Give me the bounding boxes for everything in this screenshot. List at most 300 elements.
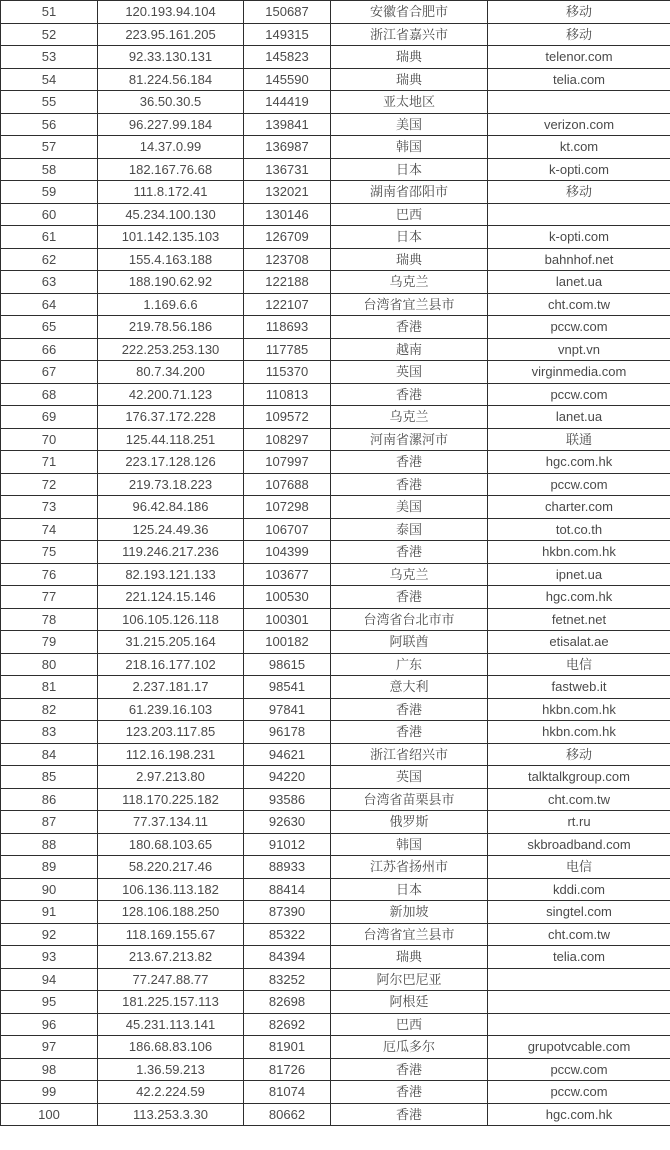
table-row — [1, 46, 670, 69]
cell-location: 厄瓜多尔 — [331, 1036, 488, 1059]
cell-location: 香港 — [331, 721, 488, 744]
cell-rank: 83 — [1, 721, 98, 744]
cell-count: 108297 — [244, 428, 331, 451]
table-row — [1, 901, 670, 924]
cell-rank: 84 — [1, 743, 98, 766]
cell-count: 100530 — [244, 586, 331, 609]
cell-ip: 81.224.56.184 — [98, 68, 244, 91]
cell-location: 意大利 — [331, 676, 488, 699]
table-row — [1, 23, 670, 46]
cell-isp: virginmedia.com — [488, 361, 670, 384]
cell-isp: hkbn.com.hk — [488, 541, 670, 564]
cell-count: 104399 — [244, 541, 331, 564]
cell-ip: 45.234.100.130 — [98, 203, 244, 226]
cell-rank: 89 — [1, 856, 98, 879]
cell-isp: etisalat.ae — [488, 631, 670, 654]
cell-rank: 96 — [1, 1013, 98, 1036]
cell-rank: 57 — [1, 136, 98, 159]
cell-count: 92630 — [244, 811, 331, 834]
cell-count: 109572 — [244, 406, 331, 429]
cell-location: 香港 — [331, 1081, 488, 1104]
cell-location: 英国 — [331, 361, 488, 384]
cell-ip: 213.67.213.82 — [98, 946, 244, 969]
cell-location: 浙江省绍兴市 — [331, 743, 488, 766]
cell-isp: kt.com — [488, 136, 670, 159]
cell-rank: 74 — [1, 518, 98, 541]
cell-isp: pccw.com — [488, 1081, 670, 1104]
table-row — [1, 608, 670, 631]
cell-isp: telenor.com — [488, 46, 670, 69]
cell-rank: 79 — [1, 631, 98, 654]
table-row — [1, 496, 670, 519]
cell-count: 100182 — [244, 631, 331, 654]
table-row — [1, 91, 670, 114]
cell-location: 江苏省扬州市 — [331, 856, 488, 879]
table-row — [1, 406, 670, 429]
table-row — [1, 271, 670, 294]
cell-location: 英国 — [331, 766, 488, 789]
cell-location: 阿尔巴尼亚 — [331, 968, 488, 991]
table-row — [1, 541, 670, 564]
cell-rank: 90 — [1, 878, 98, 901]
cell-isp: fastweb.it — [488, 676, 670, 699]
cell-location: 阿联酋 — [331, 631, 488, 654]
table-row — [1, 158, 670, 181]
table-row — [1, 248, 670, 271]
cell-rank: 69 — [1, 406, 98, 429]
cell-rank: 99 — [1, 1081, 98, 1104]
cell-location: 瑞典 — [331, 46, 488, 69]
cell-rank: 65 — [1, 316, 98, 339]
cell-location: 瑞典 — [331, 248, 488, 271]
cell-count: 81726 — [244, 1058, 331, 1081]
cell-isp: 移动 — [488, 743, 670, 766]
cell-ip: 113.253.3.30 — [98, 1103, 244, 1126]
cell-ip: 96.42.84.186 — [98, 496, 244, 519]
cell-isp: hgc.com.hk — [488, 586, 670, 609]
cell-rank: 100 — [1, 1103, 98, 1126]
cell-count: 107688 — [244, 473, 331, 496]
cell-rank: 62 — [1, 248, 98, 271]
cell-location: 巴西 — [331, 1013, 488, 1036]
cell-rank: 58 — [1, 158, 98, 181]
cell-ip: 112.16.198.231 — [98, 743, 244, 766]
cell-rank: 71 — [1, 451, 98, 474]
cell-location: 巴西 — [331, 203, 488, 226]
cell-ip: 2.97.213.80 — [98, 766, 244, 789]
cell-location: 亚太地区 — [331, 91, 488, 114]
cell-rank: 98 — [1, 1058, 98, 1081]
table-row — [1, 721, 670, 744]
cell-ip: 80.7.34.200 — [98, 361, 244, 384]
cell-count: 122107 — [244, 293, 331, 316]
table-row — [1, 833, 670, 856]
table-row — [1, 1081, 670, 1104]
cell-ip: 221.124.15.146 — [98, 586, 244, 609]
cell-rank: 54 — [1, 68, 98, 91]
cell-ip: 186.68.83.106 — [98, 1036, 244, 1059]
cell-location: 美国 — [331, 496, 488, 519]
cell-isp: cht.com.tw — [488, 923, 670, 946]
cell-count: 106707 — [244, 518, 331, 541]
cell-ip: 1.169.6.6 — [98, 293, 244, 316]
cell-isp: cht.com.tw — [488, 293, 670, 316]
cell-count: 80662 — [244, 1103, 331, 1126]
cell-location: 广东 — [331, 653, 488, 676]
table-row — [1, 383, 670, 406]
cell-isp: telia.com — [488, 68, 670, 91]
cell-isp: rt.ru — [488, 811, 670, 834]
cell-rank: 51 — [1, 1, 98, 24]
table-row — [1, 518, 670, 541]
table-row — [1, 451, 670, 474]
cell-isp: telia.com — [488, 946, 670, 969]
cell-isp: talktalkgroup.com — [488, 766, 670, 789]
table-row — [1, 203, 670, 226]
table-row — [1, 946, 670, 969]
cell-ip: 36.50.30.5 — [98, 91, 244, 114]
cell-ip: 120.193.94.104 — [98, 1, 244, 24]
cell-count: 88414 — [244, 878, 331, 901]
cell-count: 84394 — [244, 946, 331, 969]
cell-isp: pccw.com — [488, 316, 670, 339]
table-row — [1, 923, 670, 946]
table-row — [1, 631, 670, 654]
cell-isp: pccw.com — [488, 383, 670, 406]
cell-isp: 电信 — [488, 856, 670, 879]
cell-ip: 219.73.18.223 — [98, 473, 244, 496]
cell-location: 香港 — [331, 383, 488, 406]
cell-rank: 72 — [1, 473, 98, 496]
cell-ip: 219.78.56.186 — [98, 316, 244, 339]
cell-count: 150687 — [244, 1, 331, 24]
cell-ip: 61.239.16.103 — [98, 698, 244, 721]
cell-ip: 118.169.155.67 — [98, 923, 244, 946]
cell-rank: 93 — [1, 946, 98, 969]
cell-location: 香港 — [331, 586, 488, 609]
cell-location: 香港 — [331, 541, 488, 564]
table-row — [1, 181, 670, 204]
cell-count: 107298 — [244, 496, 331, 519]
cell-location: 乌克兰 — [331, 271, 488, 294]
cell-location: 乌克兰 — [331, 563, 488, 586]
table-row — [1, 1036, 670, 1059]
cell-isp: hkbn.com.hk — [488, 721, 670, 744]
cell-count: 98541 — [244, 676, 331, 699]
cell-count: 98615 — [244, 653, 331, 676]
cell-location: 越南 — [331, 338, 488, 361]
cell-location: 瑞典 — [331, 68, 488, 91]
cell-count: 126709 — [244, 226, 331, 249]
cell-location: 台湾省宜兰县市 — [331, 293, 488, 316]
cell-rank: 81 — [1, 676, 98, 699]
cell-location: 河南省漯河市 — [331, 428, 488, 451]
cell-location: 韩国 — [331, 833, 488, 856]
cell-count: 122188 — [244, 271, 331, 294]
cell-ip: 118.170.225.182 — [98, 788, 244, 811]
table-row — [1, 698, 670, 721]
table-row — [1, 1103, 670, 1126]
cell-count: 132021 — [244, 181, 331, 204]
cell-isp: fetnet.net — [488, 608, 670, 631]
cell-location: 香港 — [331, 316, 488, 339]
table-row — [1, 136, 670, 159]
cell-rank: 67 — [1, 361, 98, 384]
cell-rank: 61 — [1, 226, 98, 249]
cell-rank: 86 — [1, 788, 98, 811]
cell-count: 144419 — [244, 91, 331, 114]
table-row — [1, 788, 670, 811]
cell-location: 泰国 — [331, 518, 488, 541]
cell-isp: lanet.ua — [488, 406, 670, 429]
cell-rank: 97 — [1, 1036, 98, 1059]
table-row — [1, 856, 670, 879]
cell-ip: 218.16.177.102 — [98, 653, 244, 676]
cell-count: 82698 — [244, 991, 331, 1014]
cell-location: 香港 — [331, 1058, 488, 1081]
cell-ip: 155.4.163.188 — [98, 248, 244, 271]
cell-ip: 125.24.49.36 — [98, 518, 244, 541]
cell-count: 81074 — [244, 1081, 331, 1104]
cell-ip: 119.246.217.236 — [98, 541, 244, 564]
table-row — [1, 991, 670, 1014]
cell-ip: 1.36.59.213 — [98, 1058, 244, 1081]
table-row — [1, 293, 670, 316]
table-row — [1, 586, 670, 609]
cell-isp: grupotvcable.com — [488, 1036, 670, 1059]
cell-ip: 181.225.157.113 — [98, 991, 244, 1014]
cell-count: 130146 — [244, 203, 331, 226]
cell-ip: 14.37.0.99 — [98, 136, 244, 159]
cell-ip: 176.37.172.228 — [98, 406, 244, 429]
cell-ip: 77.37.134.11 — [98, 811, 244, 834]
cell-count: 81901 — [244, 1036, 331, 1059]
cell-count: 91012 — [244, 833, 331, 856]
cell-ip: 111.8.172.41 — [98, 181, 244, 204]
cell-count: 100301 — [244, 608, 331, 631]
cell-location: 浙江省嘉兴市 — [331, 23, 488, 46]
cell-count: 123708 — [244, 248, 331, 271]
cell-location: 乌克兰 — [331, 406, 488, 429]
cell-isp: kddi.com — [488, 878, 670, 901]
cell-rank: 75 — [1, 541, 98, 564]
cell-location: 阿根廷 — [331, 991, 488, 1014]
cell-isp: vnpt.vn — [488, 338, 670, 361]
cell-ip: 223.17.128.126 — [98, 451, 244, 474]
cell-count: 93586 — [244, 788, 331, 811]
ip-table-body — [1, 1, 670, 1126]
cell-isp: hgc.com.hk — [488, 451, 670, 474]
table-row — [1, 1013, 670, 1036]
cell-ip: 106.105.126.118 — [98, 608, 244, 631]
cell-isp: hgc.com.hk — [488, 1103, 670, 1126]
cell-rank: 64 — [1, 293, 98, 316]
cell-count: 145823 — [244, 46, 331, 69]
cell-ip: 92.33.130.131 — [98, 46, 244, 69]
cell-rank: 66 — [1, 338, 98, 361]
cell-isp — [488, 968, 670, 991]
cell-rank: 53 — [1, 46, 98, 69]
cell-count: 83252 — [244, 968, 331, 991]
cell-rank: 52 — [1, 23, 98, 46]
cell-count: 107997 — [244, 451, 331, 474]
cell-count: 94621 — [244, 743, 331, 766]
cell-rank: 76 — [1, 563, 98, 586]
cell-location: 安徽省合肥市 — [331, 1, 488, 24]
cell-isp — [488, 991, 670, 1014]
cell-rank: 55 — [1, 91, 98, 114]
table-row — [1, 968, 670, 991]
cell-ip: 182.167.76.68 — [98, 158, 244, 181]
cell-isp: ipnet.ua — [488, 563, 670, 586]
table-row — [1, 68, 670, 91]
cell-ip: 180.68.103.65 — [98, 833, 244, 856]
cell-isp: lanet.ua — [488, 271, 670, 294]
cell-ip: 2.237.181.17 — [98, 676, 244, 699]
table-row — [1, 563, 670, 586]
cell-isp: tot.co.th — [488, 518, 670, 541]
cell-location: 韩国 — [331, 136, 488, 159]
table-row — [1, 1058, 670, 1081]
cell-isp — [488, 91, 670, 114]
cell-count: 94220 — [244, 766, 331, 789]
cell-rank: 82 — [1, 698, 98, 721]
cell-rank: 95 — [1, 991, 98, 1014]
cell-count: 117785 — [244, 338, 331, 361]
cell-location: 台湾省台北市市 — [331, 608, 488, 631]
table-row — [1, 338, 670, 361]
cell-count: 139841 — [244, 113, 331, 136]
cell-location: 日本 — [331, 878, 488, 901]
cell-isp — [488, 203, 670, 226]
table-row — [1, 361, 670, 384]
cell-ip: 106.136.113.182 — [98, 878, 244, 901]
cell-count: 85322 — [244, 923, 331, 946]
table-row — [1, 226, 670, 249]
table-row — [1, 428, 670, 451]
cell-location: 香港 — [331, 1103, 488, 1126]
cell-count: 136987 — [244, 136, 331, 159]
cell-location: 香港 — [331, 473, 488, 496]
cell-rank: 70 — [1, 428, 98, 451]
cell-location: 俄罗斯 — [331, 811, 488, 834]
cell-isp: k-opti.com — [488, 158, 670, 181]
cell-isp: 移动 — [488, 1, 670, 24]
cell-count: 87390 — [244, 901, 331, 924]
cell-isp: k-opti.com — [488, 226, 670, 249]
cell-location: 台湾省苗栗县市 — [331, 788, 488, 811]
cell-ip: 82.193.121.133 — [98, 563, 244, 586]
cell-isp: pccw.com — [488, 473, 670, 496]
cell-rank: 94 — [1, 968, 98, 991]
cell-count: 96178 — [244, 721, 331, 744]
cell-isp: pccw.com — [488, 1058, 670, 1081]
cell-isp: 移动 — [488, 23, 670, 46]
cell-isp: 移动 — [488, 181, 670, 204]
cell-ip: 123.203.117.85 — [98, 721, 244, 744]
cell-isp: skbroadband.com — [488, 833, 670, 856]
cell-ip: 128.106.188.250 — [98, 901, 244, 924]
cell-rank: 59 — [1, 181, 98, 204]
cell-rank: 78 — [1, 608, 98, 631]
cell-count: 103677 — [244, 563, 331, 586]
cell-ip: 101.142.135.103 — [98, 226, 244, 249]
cell-location: 日本 — [331, 158, 488, 181]
cell-location: 新加坡 — [331, 901, 488, 924]
cell-location: 瑞典 — [331, 946, 488, 969]
cell-ip: 42.200.71.123 — [98, 383, 244, 406]
cell-count: 136731 — [244, 158, 331, 181]
cell-count: 149315 — [244, 23, 331, 46]
cell-ip: 188.190.62.92 — [98, 271, 244, 294]
cell-rank: 73 — [1, 496, 98, 519]
table-row — [1, 113, 670, 136]
cell-rank: 68 — [1, 383, 98, 406]
cell-count: 82692 — [244, 1013, 331, 1036]
cell-count: 97841 — [244, 698, 331, 721]
cell-location: 日本 — [331, 226, 488, 249]
cell-isp: charter.com — [488, 496, 670, 519]
table-row — [1, 766, 670, 789]
cell-count: 145590 — [244, 68, 331, 91]
table-row — [1, 473, 670, 496]
cell-count: 110813 — [244, 383, 331, 406]
cell-isp: bahnhof.net — [488, 248, 670, 271]
cell-isp: 电信 — [488, 653, 670, 676]
cell-ip: 125.44.118.251 — [98, 428, 244, 451]
cell-location: 美国 — [331, 113, 488, 136]
cell-ip: 96.227.99.184 — [98, 113, 244, 136]
cell-isp — [488, 1013, 670, 1036]
table-row — [1, 811, 670, 834]
cell-rank: 85 — [1, 766, 98, 789]
cell-location: 香港 — [331, 451, 488, 474]
table-row — [1, 878, 670, 901]
table-row — [1, 743, 670, 766]
cell-count: 88933 — [244, 856, 331, 879]
cell-ip: 42.2.224.59 — [98, 1081, 244, 1104]
cell-location: 湖南省邵阳市 — [331, 181, 488, 204]
cell-ip: 31.215.205.164 — [98, 631, 244, 654]
cell-rank: 60 — [1, 203, 98, 226]
cell-rank: 88 — [1, 833, 98, 856]
table-row — [1, 1, 670, 24]
cell-location: 香港 — [331, 698, 488, 721]
cell-isp: cht.com.tw — [488, 788, 670, 811]
cell-ip: 45.231.113.141 — [98, 1013, 244, 1036]
cell-count: 115370 — [244, 361, 331, 384]
cell-isp: singtel.com — [488, 901, 670, 924]
cell-rank: 77 — [1, 586, 98, 609]
cell-isp: hkbn.com.hk — [488, 698, 670, 721]
cell-isp: verizon.com — [488, 113, 670, 136]
cell-ip: 222.253.253.130 — [98, 338, 244, 361]
cell-rank: 92 — [1, 923, 98, 946]
cell-rank: 63 — [1, 271, 98, 294]
cell-rank: 56 — [1, 113, 98, 136]
cell-ip: 58.220.217.46 — [98, 856, 244, 879]
table-row — [1, 676, 670, 699]
cell-rank: 87 — [1, 811, 98, 834]
cell-location: 台湾省宜兰县市 — [331, 923, 488, 946]
cell-rank: 91 — [1, 901, 98, 924]
cell-rank: 80 — [1, 653, 98, 676]
table-row — [1, 653, 670, 676]
cell-isp: 联通 — [488, 428, 670, 451]
cell-ip: 223.95.161.205 — [98, 23, 244, 46]
cell-count: 118693 — [244, 316, 331, 339]
cell-ip: 77.247.88.77 — [98, 968, 244, 991]
